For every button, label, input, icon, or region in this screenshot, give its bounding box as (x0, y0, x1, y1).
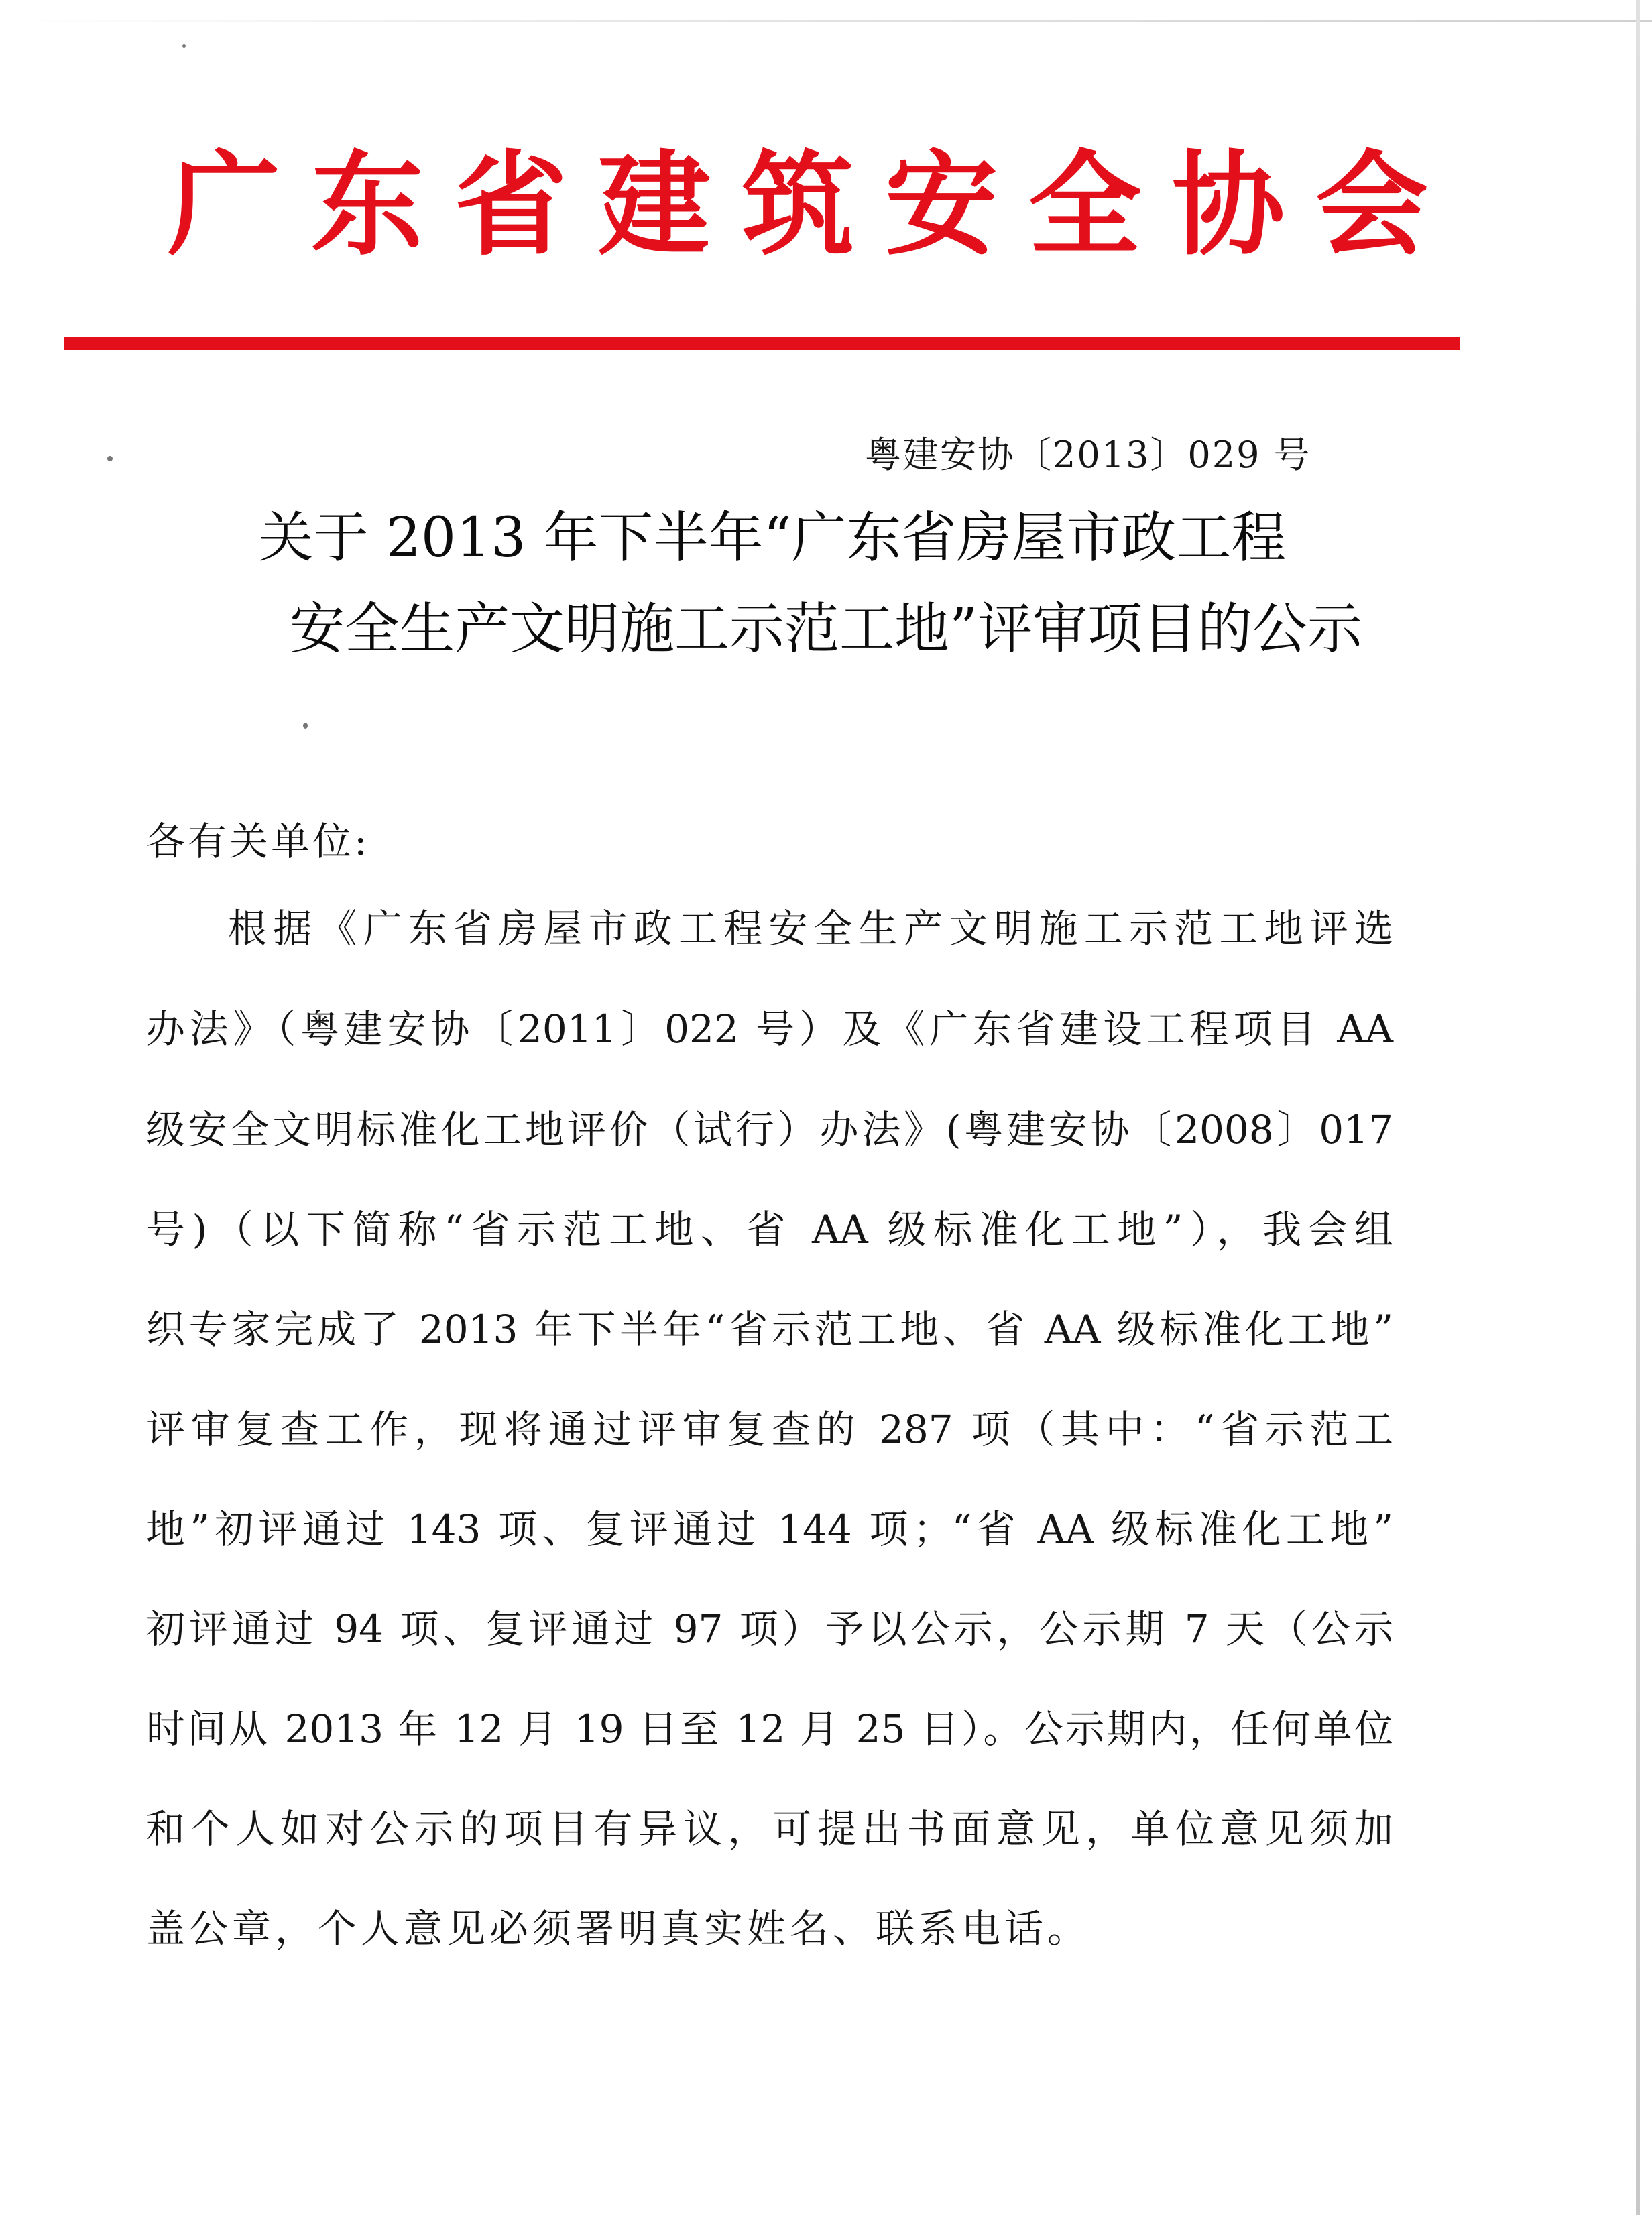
scan-speck (182, 44, 186, 48)
body-line: 根据《广东省房屋市政工程安全生产文明施工示范工地评选 (228, 906, 1393, 951)
scan-speck (303, 723, 308, 729)
body-line: 评审复查工作，现将通过评审复查的 287 项（其中：“省示范工 (146, 1406, 1393, 1452)
document-number: 粤建安协〔2013〕029 号 (865, 434, 1311, 476)
body-line: 办法》（粤建安协〔2011〕022 号）及《广东省建设工程项目 AA (146, 1006, 1393, 1052)
body-line: 织专家完成了 2013 年下半年“省示范工地、省 AA 级标准化工地” (146, 1307, 1393, 1352)
body-line: 和个人如对公示的项目有异议，可提出书面意见，单位意见须加 (146, 1806, 1393, 1852)
scan-speck (107, 456, 113, 461)
body-line: 号)（以下简称“省示范工地、省 AA 级标准化工地”），我会组 (146, 1207, 1393, 1252)
scan-edge-right (1636, 0, 1640, 2215)
document-title-line-1: 关于 2013 年下半年“广东省房屋市政工程 (258, 506, 1287, 570)
document-title-line-2: 安全生产文明施工示范工地”评审项目的公示 (290, 597, 1362, 661)
body-line: 初评通过 94 项、复评通过 97 项）予以公示，公示期 7 天（公示 (146, 1606, 1393, 1652)
letterhead-org-name: 广东省建筑安全协会 (168, 139, 1459, 271)
body-line: 时间从 2013 年 12 月 19 日至 12 月 25 日）。公示期内，任何单位 (146, 1706, 1393, 1752)
scan-edge-top (0, 20, 1652, 22)
body-line: 盖公章，个人意见必须署明真实姓名、联系电话。 (146, 1906, 1091, 1952)
body-line: 地”初评通过 143 项、复评通过 144 项；“省 AA 级标准化工地” (146, 1506, 1393, 1552)
salutation: 各有关单位: (146, 819, 370, 864)
body-line: 级安全文明标准化工地评价（试行）办法》(粤建安协〔2008〕017 (146, 1107, 1393, 1152)
letterhead-red-rule (64, 337, 1460, 350)
